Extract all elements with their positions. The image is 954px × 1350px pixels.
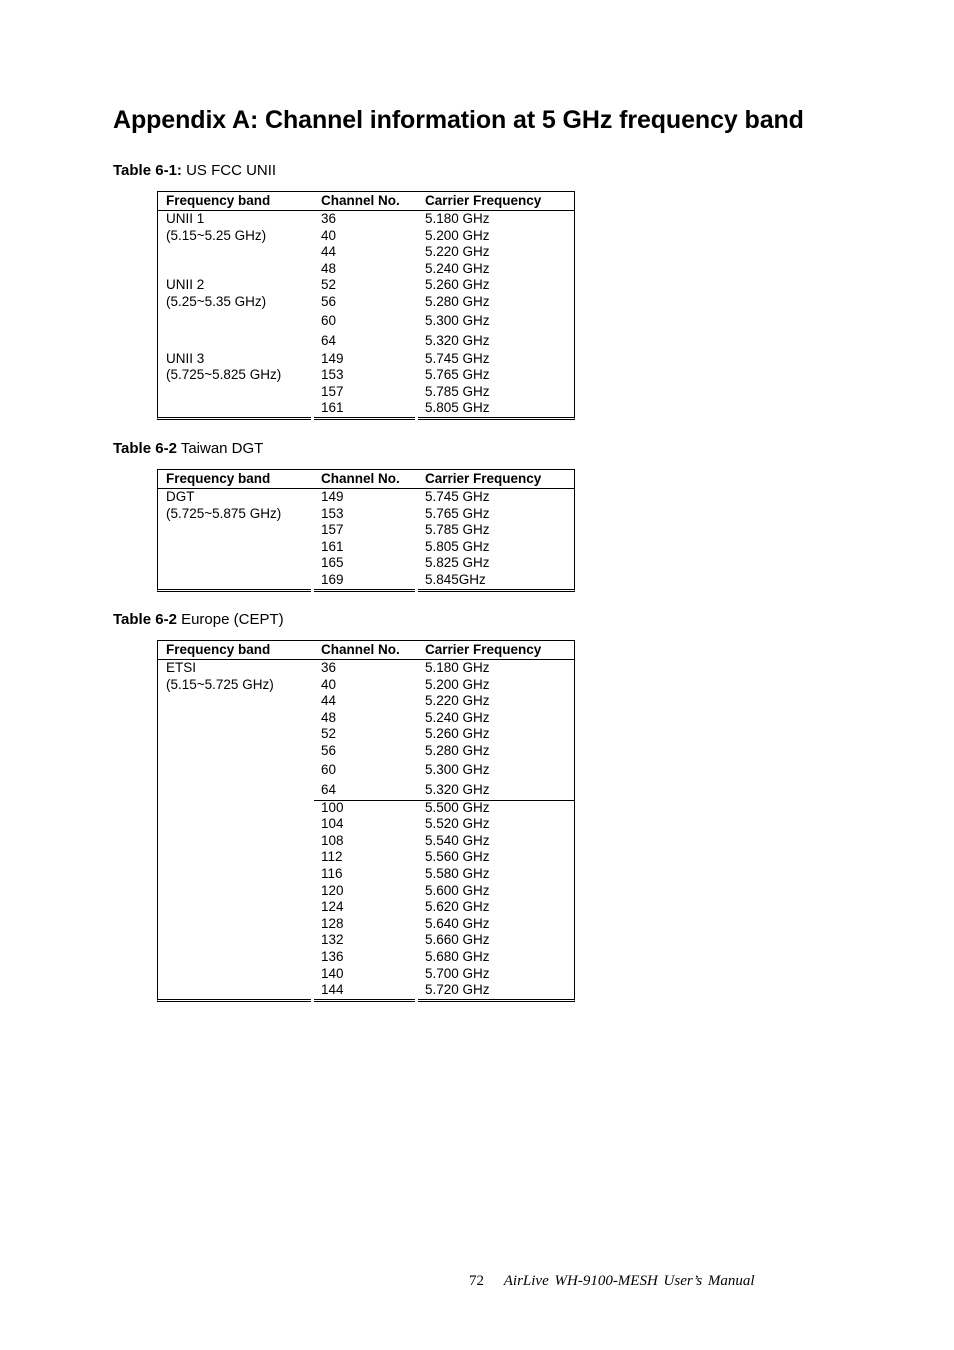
table-cell: 5.240 GHz bbox=[425, 709, 490, 725]
table-cell: 48 bbox=[321, 260, 337, 276]
table-cell: 36 bbox=[321, 211, 337, 226]
table-cell: 5.220 GHz bbox=[425, 244, 490, 260]
table-row bbox=[158, 506, 574, 523]
table-row bbox=[158, 539, 574, 556]
page-number: 72 bbox=[469, 1273, 484, 1289]
table-cell: 5.200 GHz bbox=[425, 227, 490, 243]
table-caption-taiwan-dgt bbox=[113, 440, 263, 457]
table-cell: 52 bbox=[321, 726, 337, 742]
table-cell: 40 bbox=[321, 227, 337, 243]
table-cell: 5.180 GHz bbox=[425, 211, 490, 226]
table-row bbox=[158, 367, 574, 384]
table-row bbox=[158, 982, 574, 999]
table-row bbox=[158, 489, 574, 506]
table-cell: 36 bbox=[321, 660, 337, 675]
table-cell: 5.785 GHz bbox=[425, 383, 490, 399]
table-cell: 5.765 GHz bbox=[425, 367, 490, 383]
header-cell: Carrier Frequency bbox=[425, 471, 542, 486]
table-cell: 56 bbox=[321, 293, 337, 309]
table-cell: 144 bbox=[321, 982, 344, 998]
table-row bbox=[158, 331, 574, 351]
table-cell: 124 bbox=[321, 899, 344, 915]
table-row bbox=[158, 211, 574, 228]
table-cell: 5.580 GHz bbox=[425, 865, 490, 881]
table-cell: 5.620 GHz bbox=[425, 899, 490, 915]
page-footer bbox=[469, 1273, 755, 1290]
table-row bbox=[158, 833, 574, 850]
column-gap bbox=[415, 999, 418, 1002]
table-cell: 112 bbox=[321, 849, 343, 865]
table-row bbox=[158, 899, 574, 916]
table-cell: 5.560 GHz bbox=[425, 849, 490, 865]
table-cell: (5.725~5.825 GHz) bbox=[166, 367, 282, 383]
table-cell: 116 bbox=[321, 865, 343, 881]
header-cell: Frequency band bbox=[166, 471, 271, 486]
table-cell: 120 bbox=[321, 882, 344, 898]
table-cell: 5.680 GHz bbox=[425, 948, 490, 964]
table-row bbox=[158, 660, 574, 677]
page-title: Appendix A: Channel information at 5 GHz frequency band bbox=[113, 106, 804, 134]
column-gap bbox=[311, 417, 314, 420]
table-cell: 5.745 GHz bbox=[425, 489, 490, 504]
table-cell: 104 bbox=[321, 816, 344, 832]
table-cell: 169 bbox=[321, 571, 344, 587]
table-row bbox=[158, 311, 574, 331]
table-cell: 5.700 GHz bbox=[425, 965, 490, 981]
table-cell: 157 bbox=[321, 383, 344, 399]
header-cell: Frequency band bbox=[166, 642, 271, 657]
table-row bbox=[158, 760, 574, 780]
caption-text: Taiwan DGT bbox=[176, 440, 264, 457]
table-cell: 165 bbox=[321, 555, 344, 571]
table-cell: 40 bbox=[321, 676, 337, 692]
table-cell: 132 bbox=[321, 932, 344, 948]
caption-text: US FCC UNII bbox=[181, 162, 277, 179]
table-cell: 5.805 GHz bbox=[425, 538, 490, 554]
table-cell: 5.300 GHz bbox=[425, 312, 490, 328]
table-row bbox=[158, 261, 574, 278]
header-cell: Carrier Frequency bbox=[425, 642, 542, 657]
table-row bbox=[158, 816, 574, 833]
table-cell: 5.280 GHz bbox=[425, 742, 490, 758]
table-cell: 149 bbox=[321, 350, 344, 366]
table-cell: 5.240 GHz bbox=[425, 260, 490, 276]
table-cell: (5.725~5.875 GHz) bbox=[166, 505, 282, 521]
table-header bbox=[158, 192, 574, 211]
table-row bbox=[158, 966, 574, 983]
header-cell: Channel No. bbox=[321, 642, 400, 657]
column-gap bbox=[311, 589, 314, 592]
table-cell: 136 bbox=[321, 948, 344, 964]
table-cell: 5.220 GHz bbox=[425, 693, 490, 709]
table-cell: 52 bbox=[321, 277, 337, 293]
table-cell: UNII 2 bbox=[166, 277, 205, 293]
table-row bbox=[158, 384, 574, 401]
header-cell: Channel No. bbox=[321, 193, 400, 208]
table-cell: 44 bbox=[321, 693, 337, 709]
table-cell: 5.260 GHz bbox=[425, 277, 490, 293]
table-row bbox=[158, 294, 574, 311]
table-cell: 108 bbox=[321, 832, 344, 848]
table-header bbox=[158, 470, 574, 489]
table-cell: 56 bbox=[321, 742, 337, 758]
table-cell: 5.640 GHz bbox=[425, 915, 490, 931]
table-cell: 44 bbox=[321, 244, 337, 260]
table-row bbox=[158, 555, 574, 572]
table-row bbox=[158, 743, 574, 760]
table-cell: 140 bbox=[321, 965, 344, 981]
table-row bbox=[158, 866, 574, 883]
table-cell: 5.600 GHz bbox=[425, 882, 490, 898]
table-row bbox=[158, 244, 574, 261]
table-cell: 5.200 GHz bbox=[425, 676, 490, 692]
table-cell: 149 bbox=[321, 489, 344, 504]
table-cell: UNII 1 bbox=[166, 211, 205, 226]
table-cell: 5.520 GHz bbox=[425, 816, 490, 832]
table-row bbox=[158, 351, 574, 368]
table-row bbox=[158, 693, 574, 710]
table-cell: 5.745 GHz bbox=[425, 350, 490, 366]
table-row bbox=[158, 677, 574, 694]
table-cell: 5.300 GHz bbox=[425, 761, 490, 777]
table-row bbox=[158, 949, 574, 966]
table-header bbox=[158, 641, 574, 660]
table-row bbox=[158, 277, 574, 294]
header-cell: Channel No. bbox=[321, 471, 400, 486]
caption-label: Table 6-1: bbox=[113, 162, 182, 179]
table-cell: 5.805 GHz bbox=[425, 400, 490, 416]
table-cell: 5.765 GHz bbox=[425, 505, 490, 521]
table-cell: 5.825 GHz bbox=[425, 555, 490, 571]
table-cell: 5.720 GHz bbox=[425, 982, 490, 998]
table-caption-us-fcc bbox=[113, 162, 276, 179]
table-row bbox=[158, 522, 574, 539]
column-gap bbox=[311, 999, 314, 1002]
table-row bbox=[158, 710, 574, 727]
table-cell: 64 bbox=[321, 781, 337, 797]
table-cell: 100 bbox=[321, 799, 344, 815]
table-cell: 48 bbox=[321, 709, 337, 725]
table-cell: 5.785 GHz bbox=[425, 522, 490, 538]
caption-label: Table 6-2 bbox=[113, 440, 177, 457]
table-row bbox=[158, 572, 574, 589]
table-cell: 5.320 GHz bbox=[425, 781, 490, 797]
table-europe-cept bbox=[157, 640, 575, 1002]
table-cell: 5.180 GHz bbox=[425, 660, 490, 675]
table-row bbox=[158, 916, 574, 933]
table-cell: UNII 3 bbox=[166, 350, 205, 366]
table-row bbox=[158, 780, 574, 800]
table-cell: (5.25~5.35 GHz) bbox=[166, 293, 267, 309]
caption-label: Table 6-2 bbox=[113, 611, 177, 628]
table-cell: 5.845GHz bbox=[425, 571, 486, 587]
document-title: AirLive WH-9100-MESH User’s Manual bbox=[503, 1273, 755, 1289]
column-gap bbox=[415, 589, 418, 592]
table-cell: 5.280 GHz bbox=[425, 293, 490, 309]
table-row bbox=[158, 883, 574, 900]
table-cell: (5.15~5.725 GHz) bbox=[166, 676, 274, 692]
header-cell: Carrier Frequency bbox=[425, 193, 542, 208]
header-cell: Frequency band bbox=[166, 193, 271, 208]
table-cell: ETSI bbox=[166, 660, 197, 675]
table-cell: DGT bbox=[166, 489, 195, 504]
table-cell: (5.15~5.25 GHz) bbox=[166, 227, 267, 243]
table-cell: 128 bbox=[321, 915, 344, 931]
table-cell: 5.540 GHz bbox=[425, 832, 490, 848]
table-us-fcc-unii bbox=[157, 191, 575, 420]
table-row bbox=[158, 400, 574, 417]
caption-text: Europe (CEPT) bbox=[176, 611, 284, 628]
table-cell: 5.500 GHz bbox=[425, 799, 490, 815]
table-row bbox=[158, 800, 574, 817]
table-cell: 5.320 GHz bbox=[425, 332, 490, 348]
table-cell: 5.260 GHz bbox=[425, 726, 490, 742]
table-cell: 60 bbox=[321, 312, 337, 328]
table-cell: 161 bbox=[321, 538, 344, 554]
table-cell: 60 bbox=[321, 761, 337, 777]
table-row bbox=[158, 228, 574, 245]
table-cell: 5.660 GHz bbox=[425, 932, 490, 948]
table-row bbox=[158, 849, 574, 866]
column-gap bbox=[415, 417, 418, 420]
table-cell: 161 bbox=[321, 400, 344, 416]
table-row bbox=[158, 932, 574, 949]
table-cell: 153 bbox=[321, 505, 344, 521]
table-row bbox=[158, 726, 574, 743]
table-caption-europe-cept bbox=[113, 611, 284, 628]
table-cell: 64 bbox=[321, 332, 337, 348]
table-taiwan-dgt bbox=[157, 469, 575, 592]
table-cell: 153 bbox=[321, 367, 344, 383]
table-cell: 157 bbox=[321, 522, 344, 538]
